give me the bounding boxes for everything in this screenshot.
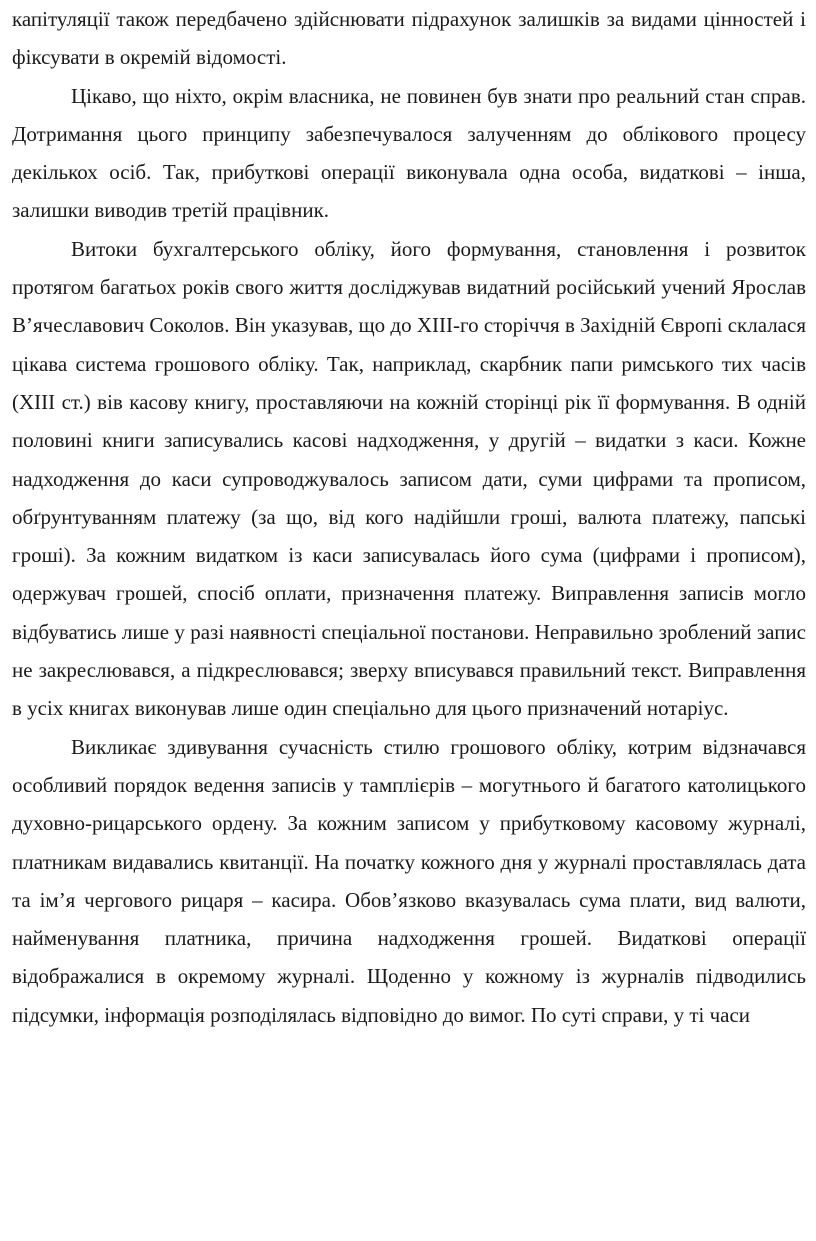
paragraph-continuation: капітуляції також передбачено здійснювати підрахунок залишків за видами цінностей і фіксувати в окремій відомості. <box>12 7 806 70</box>
paragraph-sokolov-history: Витоки бухгалтерського обліку, його формування, становлення і розвиток протягом багатьох років свого життя досліджував видатний російський учений Ярослав В’ячеславович Соколов. Він указував, що до XIII-го сторіччя в Західній Європі склалася цікава система грошового обліку. Так, наприклад, скарбник папи римського тих часів (XIII ст.) вів касову книгу, проставляючи на кожній сторінці рік її формування. В одній половині книги записувались касові надходження, у другій – видатки з каси. Кожне надходження до каси супроводжувалось записом дати, суми цифрами та прописом, обґрунтуванням платежу (за що, від кого надійшли гроші, валюта платежу, папські гроші). За кожним видатком із каси записувалась його сума (цифрами і прописом), одержувач грошей, спосіб оплати, призначення платежу. Виправлення записів могло відбуватись лише у разі наявності спеціальної постанови. Неправильно зроблений запис не закреслювався, а підкреслювався; зверху вписувався правильний текст. Виправлення в усіх книгах виконував лише один спеціально для цього призначений нотаріус. <box>12 236 806 721</box>
paragraph-templars: Викликає здивування сучасність стилю грошового обліку, котрим відзначався особливий порядок ведення записів у тамплієрів – могутнього й багатого католицького духовно-рицарського ордену. За кожним записом у прибутковому касовому журналі, платникам видавались квитанції. На початку кожного дня у журналі проставлялась дата та ім’я чергового рицаря – касира. Обов’язково вказувалась сума плати, вид валюти, найменування платника, причина надходження грошей. Видаткові операції відображалися в окремому журналі. Щоденно у кожному із журналів підводились підсумки, інформація розподілялась відповідно до вимог. По суті справи, у ті часи <box>12 734 806 1027</box>
paragraph-confidentiality: Цікаво, що ніхто, окрім власника, не повинен був знати про реальний стан справ. Дотримання цього принципу забезпечувалося залученням до облікового процесу декількох осіб. Так, прибуткові операції виконувала одна особа, видаткові – інша, залишки виводив третій працівник. <box>12 83 806 223</box>
